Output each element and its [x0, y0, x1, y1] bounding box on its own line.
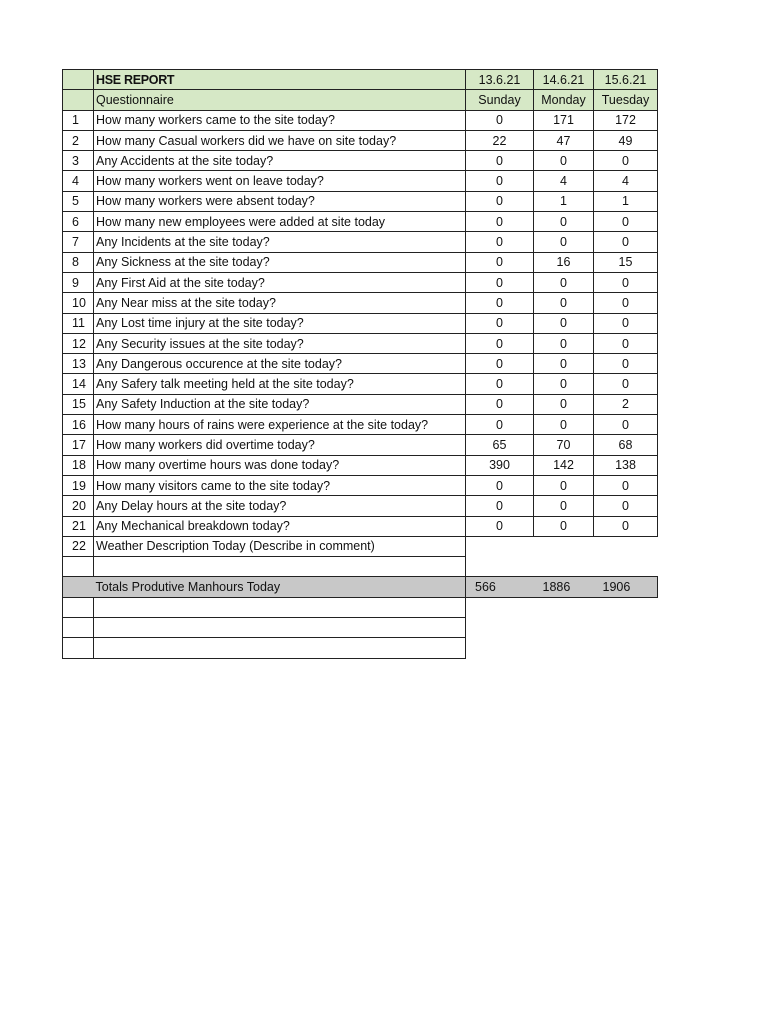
answer-value: 15: [594, 252, 658, 272]
table-row: [63, 516, 658, 536]
table-row: [63, 415, 658, 435]
answer-value: 0: [594, 415, 658, 435]
totals-value: 1906: [594, 577, 658, 597]
row-number: 17: [63, 435, 94, 455]
empty-cell: [63, 557, 94, 577]
answer-value: 0: [534, 272, 594, 292]
table-row: [63, 232, 658, 252]
answer-value: 1: [594, 191, 658, 211]
answer-value: 0: [466, 354, 534, 374]
question-text: Any Delay hours at the site today?: [94, 496, 466, 516]
empty-cell: [63, 597, 94, 617]
answer-value: 0: [594, 516, 658, 536]
totals-value: 1886: [534, 577, 594, 597]
row-number: 13: [63, 354, 94, 374]
table-row: [63, 313, 658, 333]
answer-value: 0: [466, 191, 534, 211]
row-number: 22: [63, 536, 94, 556]
totals-label: Totals Produtive Manhours Today: [94, 577, 466, 597]
day-header-2: Monday: [534, 90, 594, 110]
question-text: How many new employees were added at site today: [94, 212, 466, 232]
answer-value: 4: [534, 171, 594, 191]
row-number: 7: [63, 232, 94, 252]
table-row: [63, 151, 658, 171]
answer-value: 142: [534, 455, 594, 475]
question-text: Any Sickness at the site today?: [94, 252, 466, 272]
answer-value: 0: [534, 151, 594, 171]
header-row-title: [63, 70, 658, 90]
date-header-3: 15.6.21: [594, 70, 658, 90]
answer-value: 0: [466, 333, 534, 353]
answer-value: 0: [534, 354, 594, 374]
question-text: Any Lost time injury at the site today?: [94, 313, 466, 333]
totals-value: 566: [466, 577, 534, 597]
row-number: 8: [63, 252, 94, 272]
answer-value: 0: [534, 313, 594, 333]
question-text: How many visitors came to the site today?: [94, 475, 466, 495]
answer-value: 390: [466, 455, 534, 475]
answer-value: 0: [466, 212, 534, 232]
question-text: Any First Aid at the site today?: [94, 272, 466, 292]
answer-value: 0: [466, 110, 534, 130]
row-number: 1: [63, 110, 94, 130]
answer-value: 0: [594, 496, 658, 516]
question-text: Any Accidents at the site today?: [94, 151, 466, 171]
empty-grid-row: [63, 638, 658, 658]
question-text: How many overtime hours was done today?: [94, 455, 466, 475]
answer-value: 0: [534, 394, 594, 414]
table-row: [63, 130, 658, 150]
question-text: Weather Description Today (Describe in comment): [94, 536, 466, 556]
answer-value: 22: [466, 130, 534, 150]
question-text: Any Safety Induction at the site today?: [94, 394, 466, 414]
question-text: Any Security issues at the site today?: [94, 333, 466, 353]
totals-row: [63, 577, 658, 597]
answer-value: 0: [594, 374, 658, 394]
answer-value: 0: [466, 415, 534, 435]
answer-value: 0: [534, 496, 594, 516]
answer-value: 0: [466, 252, 534, 272]
row-number: 16: [63, 415, 94, 435]
answer-value: 0: [466, 475, 534, 495]
table-row: [63, 496, 658, 516]
answer-value: 0: [466, 374, 534, 394]
table-row: [63, 110, 658, 130]
header-corner-cell: [63, 70, 94, 90]
row-number: 12: [63, 333, 94, 353]
empty-cell: [466, 597, 658, 617]
row-number: 2: [63, 130, 94, 150]
answer-value: 65: [466, 435, 534, 455]
answer-value: 0: [466, 496, 534, 516]
row-number: 18: [63, 455, 94, 475]
answer-value: 0: [534, 374, 594, 394]
table-row: [63, 455, 658, 475]
empty-cell: [466, 638, 658, 658]
row-number: 21: [63, 516, 94, 536]
empty-cell: [94, 557, 466, 577]
answer-value: 138: [594, 455, 658, 475]
empty-cell: [63, 618, 94, 638]
question-text: Any Incidents at the site today?: [94, 232, 466, 252]
question-text: How many workers were absent today?: [94, 191, 466, 211]
table-row: [63, 333, 658, 353]
table-row-weather: [63, 536, 658, 556]
empty-cell: [466, 536, 658, 556]
answer-value: 0: [466, 272, 534, 292]
answer-value: 2: [594, 394, 658, 414]
table-row: [63, 394, 658, 414]
answer-value: 0: [534, 516, 594, 536]
answer-value: 0: [466, 394, 534, 414]
answer-value: 0: [534, 333, 594, 353]
table-row: [63, 191, 658, 211]
table-row: [63, 374, 658, 394]
empty-cell: [466, 618, 658, 638]
answer-value: 0: [594, 333, 658, 353]
table-row: [63, 475, 658, 495]
question-text: How many workers went on leave today?: [94, 171, 466, 191]
date-header-1: 13.6.21: [466, 70, 534, 90]
row-number: 19: [63, 475, 94, 495]
empty-cell: [63, 638, 94, 658]
answer-value: 0: [534, 415, 594, 435]
empty-cell: [94, 597, 466, 617]
row-number: 6: [63, 212, 94, 232]
header-row-days: [63, 90, 658, 110]
table-row: [63, 435, 658, 455]
answer-value: 172: [594, 110, 658, 130]
answer-value: 68: [594, 435, 658, 455]
answer-value: 0: [466, 313, 534, 333]
report-title: HSE REPORT: [94, 70, 466, 90]
answer-value: 0: [594, 313, 658, 333]
question-text: Any Safery talk meeting held at the site today?: [94, 374, 466, 394]
answer-value: 0: [466, 151, 534, 171]
empty-cell: [94, 618, 466, 638]
answer-value: 16: [534, 252, 594, 272]
question-text: Any Dangerous occurence at the site today?: [94, 354, 466, 374]
answer-value: 0: [534, 212, 594, 232]
answer-value: 0: [534, 293, 594, 313]
empty-grid-row: [63, 597, 658, 617]
row-number: 4: [63, 171, 94, 191]
table-row: [63, 354, 658, 374]
day-header-1: Sunday: [466, 90, 534, 110]
answer-value: 0: [594, 272, 658, 292]
answer-value: 0: [534, 232, 594, 252]
row-number: 10: [63, 293, 94, 313]
questionnaire-label: Questionnaire: [94, 90, 466, 110]
row-number: 3: [63, 151, 94, 171]
question-text: Any Near miss at the site today?: [94, 293, 466, 313]
question-text: How many Casual workers did we have on site today?: [94, 130, 466, 150]
question-text: How many workers came to the site today?: [94, 110, 466, 130]
header-corner-cell: [63, 90, 94, 110]
empty-grid-row: [63, 618, 658, 638]
answer-value: 171: [534, 110, 594, 130]
answer-value: 0: [466, 232, 534, 252]
table-row: [63, 212, 658, 232]
answer-value: 0: [466, 516, 534, 536]
question-text: How many workers did overtime today?: [94, 435, 466, 455]
answer-value: 4: [594, 171, 658, 191]
answer-value: 0: [594, 475, 658, 495]
table-row: [63, 272, 658, 292]
answer-value: 47: [534, 130, 594, 150]
empty-cell: [94, 638, 466, 658]
answer-value: 1: [534, 191, 594, 211]
date-header-2: 14.6.21: [534, 70, 594, 90]
answer-value: 0: [466, 293, 534, 313]
answer-value: 49: [594, 130, 658, 150]
answer-value: 0: [466, 171, 534, 191]
answer-value: 0: [594, 354, 658, 374]
answer-value: 0: [534, 475, 594, 495]
answer-value: 0: [594, 151, 658, 171]
question-text: How many hours of rains were experience at the site today?: [94, 415, 466, 435]
spacer-row: [63, 557, 658, 577]
row-number: 15: [63, 394, 94, 414]
answer-value: 70: [534, 435, 594, 455]
answer-value: 0: [594, 232, 658, 252]
hse-report-table: [62, 69, 658, 659]
table-row: [63, 293, 658, 313]
empty-cell: [466, 557, 658, 577]
row-number: 20: [63, 496, 94, 516]
day-header-3: Tuesday: [594, 90, 658, 110]
row-number: 14: [63, 374, 94, 394]
question-text: Any Mechanical breakdown today?: [94, 516, 466, 536]
table-row: [63, 171, 658, 191]
table-row: [63, 252, 658, 272]
row-number: 11: [63, 313, 94, 333]
row-number: 5: [63, 191, 94, 211]
answer-value: 0: [594, 212, 658, 232]
answer-value: 0: [594, 293, 658, 313]
row-number: 9: [63, 272, 94, 292]
totals-corner-cell: [63, 577, 94, 597]
